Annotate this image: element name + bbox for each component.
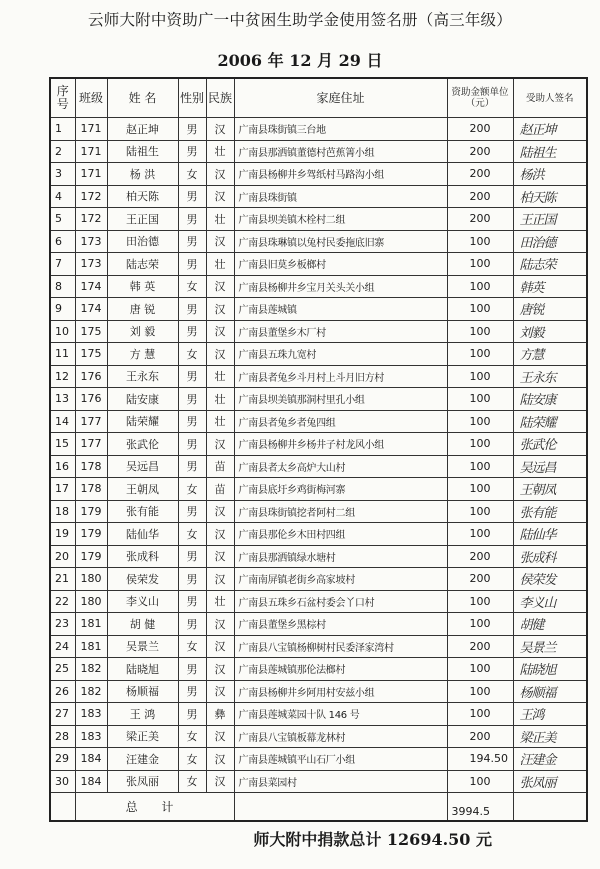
signature-cell: 韩英: [513, 275, 587, 298]
ethnicity-cell: 汉: [206, 500, 234, 523]
gender-cell: 女: [178, 343, 206, 366]
document-title: 云师大附中资助广一中贫困生助学金使用签名册（高三年级）: [88, 11, 512, 29]
seq-cell: 3: [50, 163, 75, 186]
signature-cell: 陆安康: [513, 388, 587, 411]
ethnicity-cell: 壮: [206, 410, 234, 433]
address-cell: 广南县莲城镇那伦法榔村: [234, 658, 447, 681]
address-cell: 广南县那洒镇绿水塘村: [234, 545, 447, 568]
amount-cell: 200: [447, 725, 513, 748]
gender-cell: 男: [178, 118, 206, 141]
name-cell: 陆志荣: [107, 253, 178, 276]
signature-cell: 张成科: [513, 545, 587, 568]
ethnicity-cell: 汉: [206, 680, 234, 703]
class-cell: 179: [75, 500, 107, 523]
address-cell: 广南县五珠九宽村: [234, 343, 447, 366]
signature-cell: 柏天陈: [513, 185, 587, 208]
address-cell: 广南县珠街镇三台地: [234, 118, 447, 141]
name-cell: 田治德: [107, 230, 178, 253]
amount-cell: 200: [447, 163, 513, 186]
seq-cell: 21: [50, 568, 75, 591]
signature-cell: 赵正坤: [513, 118, 587, 141]
ethnicity-cell: 汉: [206, 118, 234, 141]
header-signature: 受助人签名: [513, 78, 587, 118]
ethnicity-cell: 汉: [206, 230, 234, 253]
name-cell: 王 鸿: [107, 703, 178, 726]
seq-cell: 29: [50, 748, 75, 771]
gender-cell: 男: [178, 455, 206, 478]
address-cell: 广南县八宝镇杨柳树村民委泽家湾村: [234, 635, 447, 658]
name-cell: 王朝凤: [107, 478, 178, 501]
seq-cell: 9: [50, 298, 75, 321]
address-cell: 广南县珠琳镇以兔村民委拖底旧寨: [234, 230, 447, 253]
gender-cell: 男: [178, 365, 206, 388]
name-cell: 唐 锐: [107, 298, 178, 321]
class-cell: 172: [75, 185, 107, 208]
seq-cell: 17: [50, 478, 75, 501]
amount-cell: 100: [447, 298, 513, 321]
gender-cell: 女: [178, 275, 206, 298]
amount-cell: 200: [447, 208, 513, 231]
header-class: 班级: [75, 78, 107, 118]
address-cell: 广南县坝美镇那洞村里孔小组: [234, 388, 447, 411]
table-row: [50, 433, 587, 456]
header-amount: 资助金额单位（元）: [447, 78, 513, 118]
gender-cell: 男: [178, 613, 206, 636]
address-cell: 广南县杨柳井乡杨井子村龙风小组: [234, 433, 447, 456]
class-cell: 177: [75, 433, 107, 456]
gender-cell: 男: [178, 500, 206, 523]
gender-cell: 男: [178, 658, 206, 681]
total-empty-cell: [50, 793, 75, 822]
class-cell: 176: [75, 365, 107, 388]
address-cell: 广南县珠街镇: [234, 185, 447, 208]
table-row: [50, 680, 587, 703]
ethnicity-cell: 壮: [206, 590, 234, 613]
ethnicity-cell: 苗: [206, 478, 234, 501]
table-row: [50, 118, 587, 141]
seq-cell: 6: [50, 230, 75, 253]
class-cell: 179: [75, 545, 107, 568]
name-cell: 陆仙华: [107, 523, 178, 546]
school-donation-total: 师大附中捐款总计 12694.50 元: [253, 830, 492, 849]
address-cell: 广南县八宝镇板幕龙林村: [234, 725, 447, 748]
table-row: [50, 230, 587, 253]
signature-cell: 田治德: [513, 230, 587, 253]
table-row: [50, 388, 587, 411]
gender-cell: 男: [178, 253, 206, 276]
address-cell: 广南县董堡乡木厂村: [234, 320, 447, 343]
gender-cell: 女: [178, 748, 206, 771]
address-cell: 广南县莲城镇平山石厂小组: [234, 748, 447, 771]
total-row: [50, 793, 587, 822]
signature-cell: 刘毅: [513, 320, 587, 343]
seq-cell: 15: [50, 433, 75, 456]
name-cell: 赵正坤: [107, 118, 178, 141]
seq-cell: 14: [50, 410, 75, 433]
amount-cell: 100: [447, 523, 513, 546]
document-date: 2006 年 12 月 29 日: [217, 51, 383, 70]
ethnicity-cell: 彝: [206, 703, 234, 726]
header-address: 家庭住址: [234, 78, 447, 118]
signature-table: [49, 77, 588, 822]
amount-cell: 194.50: [447, 748, 513, 771]
amount-cell: 100: [447, 275, 513, 298]
seq-cell: 28: [50, 725, 75, 748]
table-row: [50, 658, 587, 681]
class-cell: 172: [75, 208, 107, 231]
ethnicity-cell: 汉: [206, 545, 234, 568]
class-cell: 182: [75, 658, 107, 681]
amount-cell: 100: [447, 658, 513, 681]
table-row: [50, 523, 587, 546]
signature-cell: 陆志荣: [513, 253, 587, 276]
seq-cell: 22: [50, 590, 75, 613]
seq-cell: 24: [50, 635, 75, 658]
address-cell: 广南县莲城菜园十队 146 号: [234, 703, 447, 726]
table-row: [50, 545, 587, 568]
table-row: [50, 253, 587, 276]
class-cell: 178: [75, 455, 107, 478]
table-row: [50, 770, 587, 793]
name-cell: 吴远昌: [107, 455, 178, 478]
class-cell: 174: [75, 275, 107, 298]
amount-cell: 200: [447, 568, 513, 591]
seq-cell: 25: [50, 658, 75, 681]
table-row: [50, 140, 587, 163]
ethnicity-cell: 汉: [206, 298, 234, 321]
signature-cell: 王鸿: [513, 703, 587, 726]
address-cell: 广南县者兔乡者兔四组: [234, 410, 447, 433]
gender-cell: 男: [178, 590, 206, 613]
total-amount: 3994.5: [447, 793, 513, 822]
class-cell: 181: [75, 613, 107, 636]
seq-cell: 27: [50, 703, 75, 726]
gender-cell: 女: [178, 523, 206, 546]
gender-cell: 男: [178, 545, 206, 568]
gender-cell: 男: [178, 208, 206, 231]
name-cell: 李义山: [107, 590, 178, 613]
address-cell: 广南县珠街镇挖者阿村二组: [234, 500, 447, 523]
gender-cell: 男: [178, 185, 206, 208]
name-cell: 张武伦: [107, 433, 178, 456]
table-row: [50, 590, 587, 613]
signature-cell: 杨洪: [513, 163, 587, 186]
amount-cell: 100: [447, 478, 513, 501]
ethnicity-cell: 汉: [206, 275, 234, 298]
ethnicity-cell: 汉: [206, 320, 234, 343]
signature-cell: 梁正美: [513, 725, 587, 748]
class-cell: 182: [75, 680, 107, 703]
ethnicity-cell: 苗: [206, 455, 234, 478]
address-cell: 广南县那洒镇董德村芭蕉箐小组: [234, 140, 447, 163]
name-cell: 汪建金: [107, 748, 178, 771]
class-cell: 175: [75, 343, 107, 366]
header-name: 姓 名: [107, 78, 178, 118]
table-row: [50, 410, 587, 433]
table-row: [50, 365, 587, 388]
ethnicity-cell: 壮: [206, 365, 234, 388]
name-cell: 韩 英: [107, 275, 178, 298]
table-header-row: [50, 78, 587, 118]
name-cell: 张凤丽: [107, 770, 178, 793]
name-cell: 杨顺福: [107, 680, 178, 703]
address-cell: 广南县杨柳井乡阿用村安兹小组: [234, 680, 447, 703]
gender-cell: 女: [178, 725, 206, 748]
ethnicity-cell: 汉: [206, 568, 234, 591]
table-body: [50, 118, 587, 793]
total-empty-cell: [234, 793, 447, 822]
address-cell: 广南南屏镇老街乡高家坡村: [234, 568, 447, 591]
address-cell: 广南县莲城镇: [234, 298, 447, 321]
seq-cell: 7: [50, 253, 75, 276]
seq-cell: 30: [50, 770, 75, 793]
name-cell: 侯荣发: [107, 568, 178, 591]
header-ethnicity: 民族: [206, 78, 234, 118]
name-cell: 胡 健: [107, 613, 178, 636]
amount-cell: 100: [447, 343, 513, 366]
signature-cell: 陆仙华: [513, 523, 587, 546]
name-cell: 梁正美: [107, 725, 178, 748]
signature-cell: 汪建金: [513, 748, 587, 771]
amount-cell: 100: [447, 253, 513, 276]
signature-cell: 陆荣耀: [513, 410, 587, 433]
ethnicity-cell: 汉: [206, 725, 234, 748]
ethnicity-cell: 汉: [206, 748, 234, 771]
name-cell: 方 慧: [107, 343, 178, 366]
class-cell: 177: [75, 410, 107, 433]
ethnicity-cell: 壮: [206, 253, 234, 276]
class-cell: 181: [75, 635, 107, 658]
gender-cell: 男: [178, 320, 206, 343]
address-cell: 广南县者兔乡斗月村上斗月旧方村: [234, 365, 447, 388]
amount-cell: 100: [447, 500, 513, 523]
class-cell: 184: [75, 748, 107, 771]
seq-cell: 2: [50, 140, 75, 163]
seq-cell: 16: [50, 455, 75, 478]
class-cell: 173: [75, 253, 107, 276]
table-row: [50, 703, 587, 726]
class-cell: 183: [75, 725, 107, 748]
signature-cell: 王正国: [513, 208, 587, 231]
name-cell: 陆荣耀: [107, 410, 178, 433]
seq-cell: 11: [50, 343, 75, 366]
name-cell: 王正国: [107, 208, 178, 231]
table-row: [50, 455, 587, 478]
ethnicity-cell: 汉: [206, 770, 234, 793]
address-cell: 广南县董堡乡黑棕村: [234, 613, 447, 636]
signature-cell: 吴景兰: [513, 635, 587, 658]
class-cell: 179: [75, 523, 107, 546]
ethnicity-cell: 汉: [206, 635, 234, 658]
table-row: [50, 298, 587, 321]
seq-cell: 8: [50, 275, 75, 298]
name-cell: 陆晓旭: [107, 658, 178, 681]
address-cell: 广南县那伦乡木田村四组: [234, 523, 447, 546]
ethnicity-cell: 汉: [206, 343, 234, 366]
signature-cell: 陆祖生: [513, 140, 587, 163]
gender-cell: 男: [178, 703, 206, 726]
seq-cell: 5: [50, 208, 75, 231]
amount-cell: 200: [447, 140, 513, 163]
class-cell: 184: [75, 770, 107, 793]
signature-cell: 胡健: [513, 613, 587, 636]
signature-cell: 张凤丽: [513, 770, 587, 793]
signature-cell: 王朝凤: [513, 478, 587, 501]
class-cell: 180: [75, 568, 107, 591]
gender-cell: 女: [178, 635, 206, 658]
ethnicity-cell: 汉: [206, 658, 234, 681]
table-row: [50, 635, 587, 658]
table-row: [50, 163, 587, 186]
table-row: [50, 320, 587, 343]
table-row: [50, 185, 587, 208]
gender-cell: 男: [178, 680, 206, 703]
amount-cell: 100: [447, 590, 513, 613]
table-row: [50, 613, 587, 636]
name-cell: 刘 毅: [107, 320, 178, 343]
name-cell: 张成科: [107, 545, 178, 568]
signature-cell: 唐锐: [513, 298, 587, 321]
ethnicity-cell: 汉: [206, 433, 234, 456]
class-cell: 183: [75, 703, 107, 726]
gender-cell: 男: [178, 140, 206, 163]
gender-cell: 男: [178, 410, 206, 433]
table-row: [50, 748, 587, 771]
ethnicity-cell: 壮: [206, 140, 234, 163]
address-cell: 广南县杨柳井乡驾纸村马路沟小组: [234, 163, 447, 186]
name-cell: 陆安康: [107, 388, 178, 411]
signature-cell: 方慧: [513, 343, 587, 366]
address-cell: 广南县五珠乡石盆村委会丫口村: [234, 590, 447, 613]
address-cell: 广南县菜园村: [234, 770, 447, 793]
name-cell: 王永东: [107, 365, 178, 388]
table-row: [50, 343, 587, 366]
table-row: [50, 208, 587, 231]
class-cell: 175: [75, 320, 107, 343]
amount-cell: 100: [447, 680, 513, 703]
table-row: [50, 725, 587, 748]
address-cell: 广南县坝美镇木栓村二组: [234, 208, 447, 231]
name-cell: 柏天陈: [107, 185, 178, 208]
seq-cell: 18: [50, 500, 75, 523]
class-cell: 171: [75, 163, 107, 186]
class-cell: 174: [75, 298, 107, 321]
ethnicity-cell: 汉: [206, 163, 234, 186]
amount-cell: 100: [447, 230, 513, 253]
seq-cell: 12: [50, 365, 75, 388]
amount-cell: 100: [447, 703, 513, 726]
gender-cell: 男: [178, 298, 206, 321]
name-cell: 吴景兰: [107, 635, 178, 658]
total-empty-cell: [513, 793, 587, 822]
signature-cell: 张有能: [513, 500, 587, 523]
gender-cell: 男: [178, 568, 206, 591]
amount-cell: 100: [447, 388, 513, 411]
class-cell: 180: [75, 590, 107, 613]
name-cell: 陆祖生: [107, 140, 178, 163]
signature-cell: 李义山: [513, 590, 587, 613]
ethnicity-cell: 壮: [206, 208, 234, 231]
table-row: [50, 568, 587, 591]
ethnicity-cell: 汉: [206, 523, 234, 546]
amount-cell: 200: [447, 635, 513, 658]
amount-cell: 200: [447, 545, 513, 568]
seq-cell: 4: [50, 185, 75, 208]
gender-cell: 男: [178, 433, 206, 456]
seq-cell: 19: [50, 523, 75, 546]
signature-cell: 王永东: [513, 365, 587, 388]
amount-cell: 100: [447, 455, 513, 478]
seq-cell: 20: [50, 545, 75, 568]
gender-cell: 男: [178, 230, 206, 253]
signature-cell: 张武伦: [513, 433, 587, 456]
name-cell: 张有能: [107, 500, 178, 523]
table-row: [50, 500, 587, 523]
amount-cell: 200: [447, 118, 513, 141]
name-cell: 杨 洪: [107, 163, 178, 186]
address-cell: 广南县底圩乡鸡街梅河寨: [234, 478, 447, 501]
amount-cell: 100: [447, 433, 513, 456]
class-cell: 171: [75, 140, 107, 163]
table-row: [50, 478, 587, 501]
ethnicity-cell: 汉: [206, 613, 234, 636]
ethnicity-cell: 壮: [206, 388, 234, 411]
gender-cell: 男: [178, 388, 206, 411]
gender-cell: 女: [178, 163, 206, 186]
address-cell: 广南县旧莫乡板榔村: [234, 253, 447, 276]
seq-cell: 1: [50, 118, 75, 141]
header-seq: 序号: [50, 78, 75, 118]
signature-cell: 陆晓旭: [513, 658, 587, 681]
class-cell: 173: [75, 230, 107, 253]
amount-cell: 100: [447, 365, 513, 388]
address-cell: 广南县者太乡高炉大山村: [234, 455, 447, 478]
signature-cell: 吴远昌: [513, 455, 587, 478]
total-label: 总 计: [75, 793, 234, 822]
seq-cell: 13: [50, 388, 75, 411]
class-cell: 176: [75, 388, 107, 411]
signature-cell: 侯荣发: [513, 568, 587, 591]
amount-cell: 100: [447, 410, 513, 433]
table-row: [50, 275, 587, 298]
seq-cell: 26: [50, 680, 75, 703]
seq-cell: 10: [50, 320, 75, 343]
gender-cell: 女: [178, 770, 206, 793]
address-cell: 广南县杨柳井乡宝月关头关小组: [234, 275, 447, 298]
seq-cell: 23: [50, 613, 75, 636]
amount-cell: 100: [447, 320, 513, 343]
class-cell: 178: [75, 478, 107, 501]
class-cell: 171: [75, 118, 107, 141]
header-gender: 性别: [178, 78, 206, 118]
amount-cell: 100: [447, 613, 513, 636]
ethnicity-cell: 汉: [206, 185, 234, 208]
amount-cell: 100: [447, 770, 513, 793]
gender-cell: 女: [178, 478, 206, 501]
signature-cell: 杨顺福: [513, 680, 587, 703]
amount-cell: 200: [447, 185, 513, 208]
